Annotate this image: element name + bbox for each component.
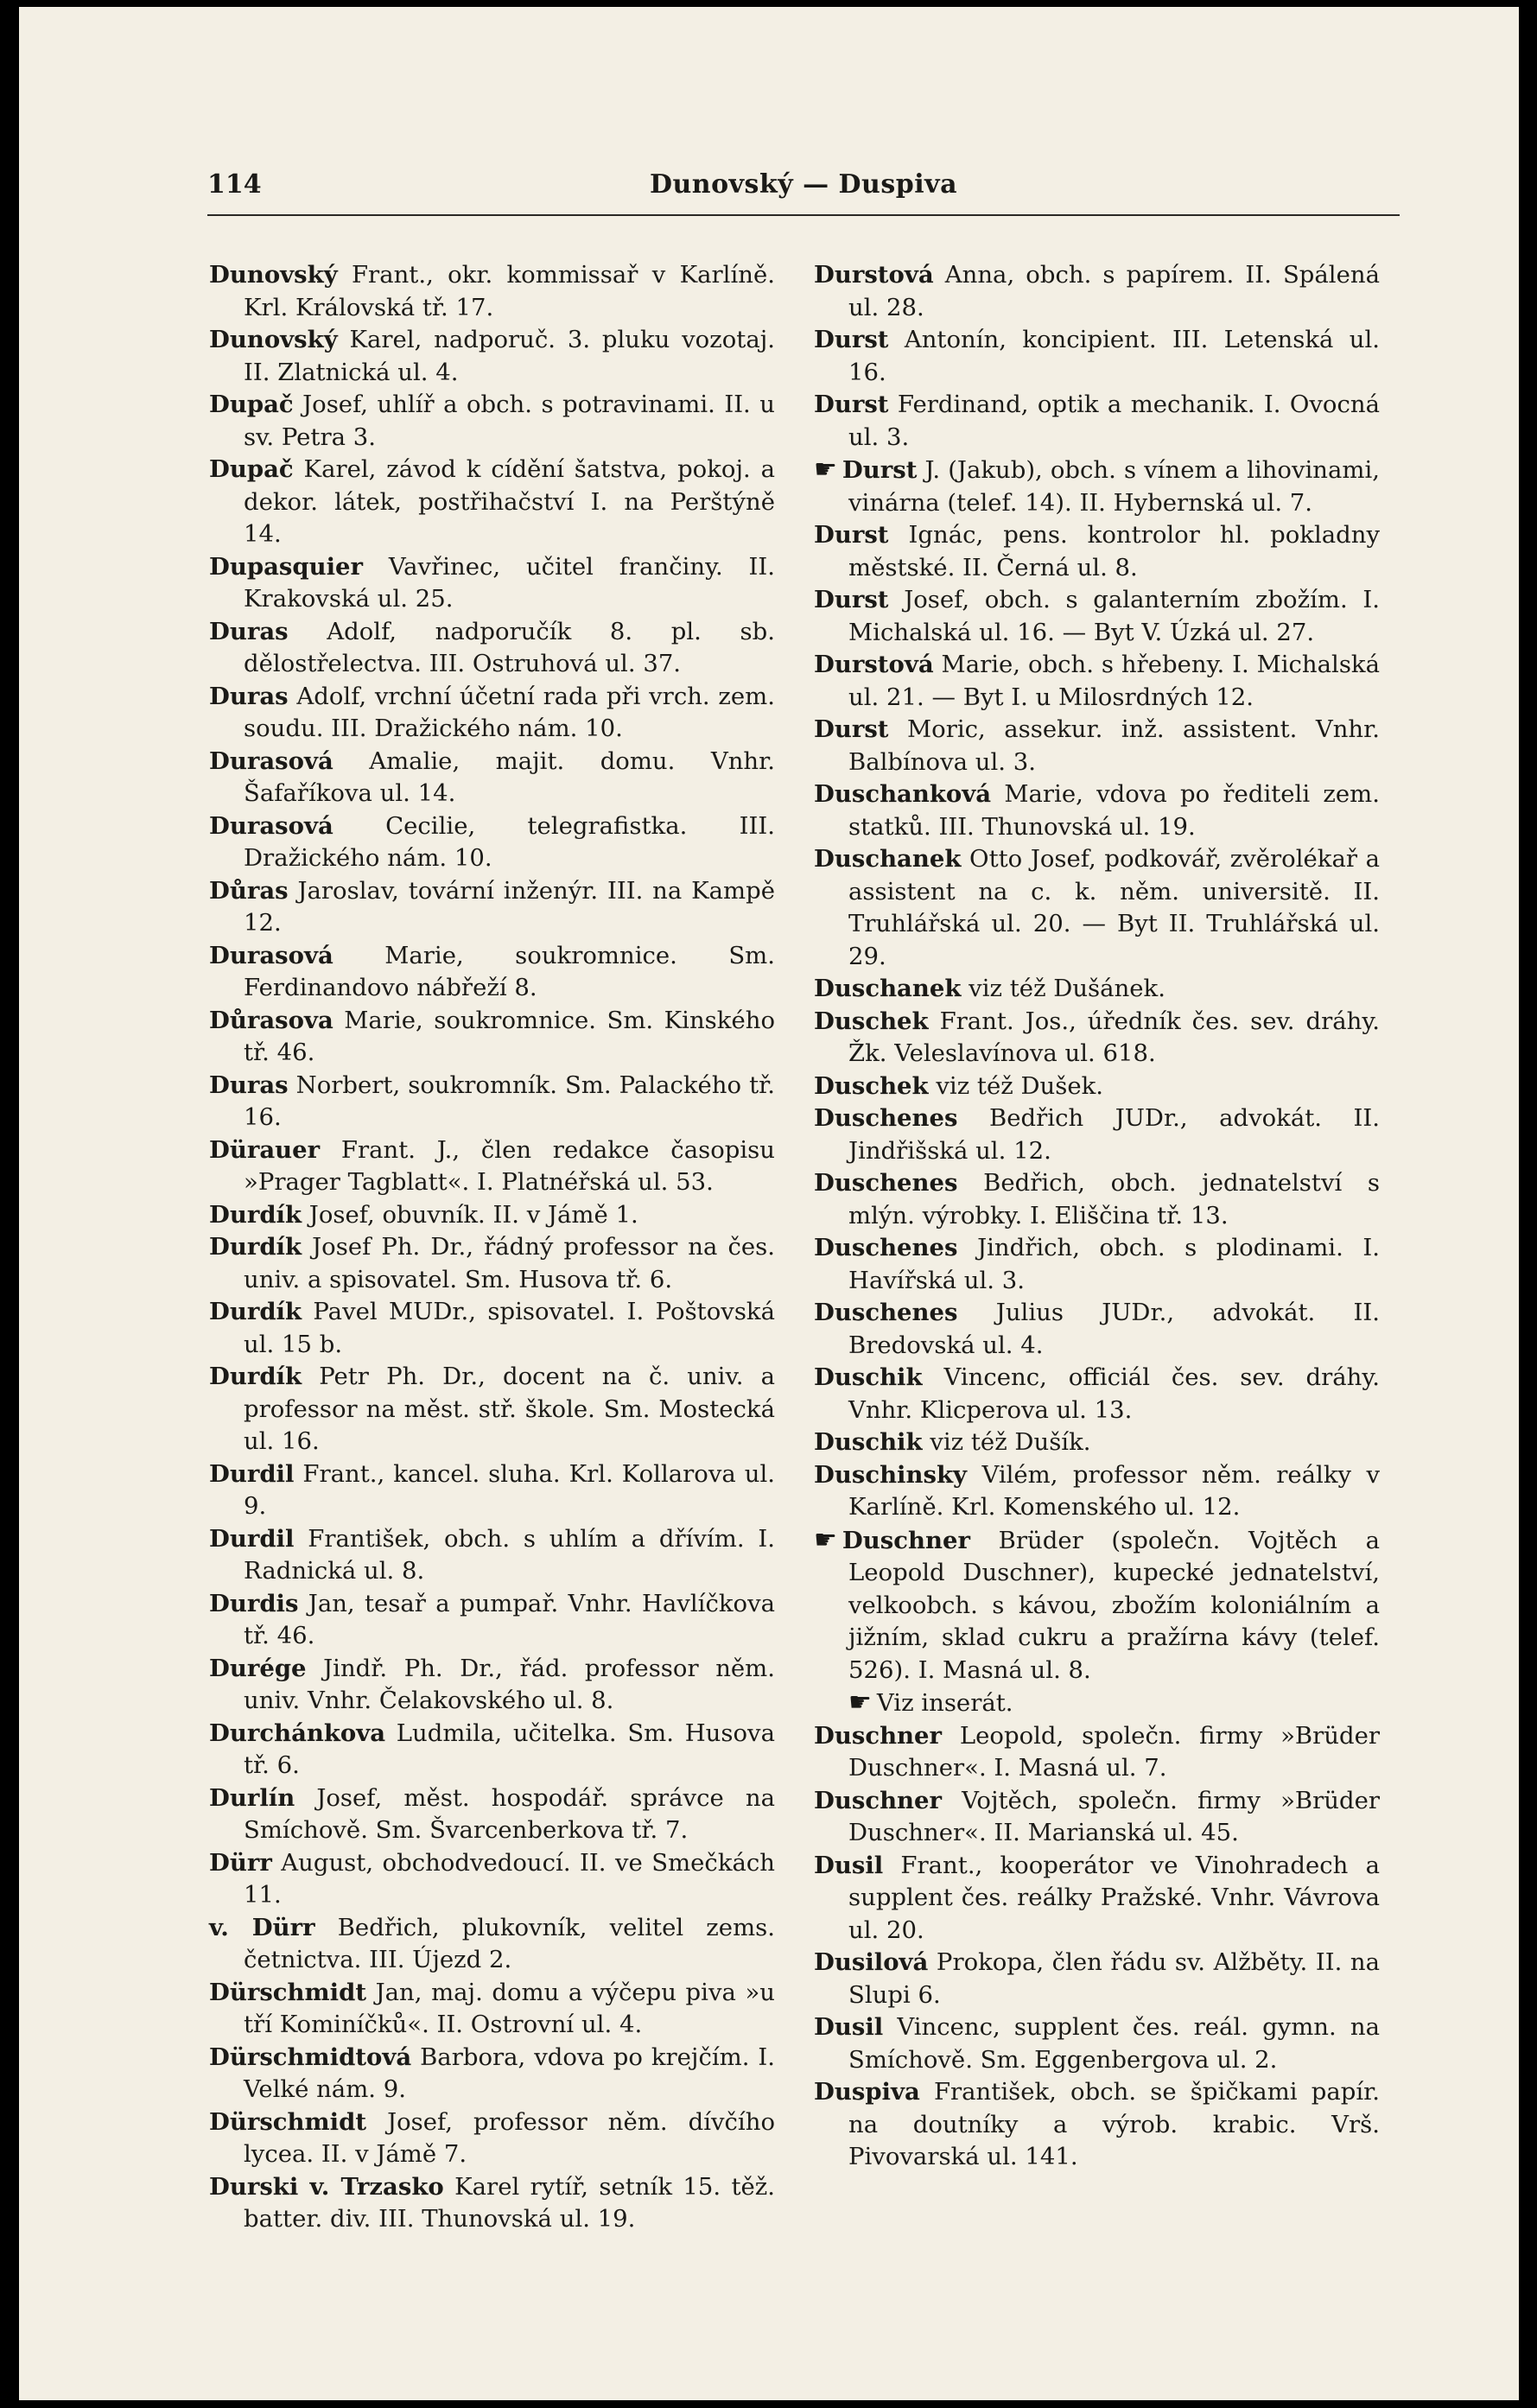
directory-entry — [814, 454, 1380, 519]
directory-entry — [814, 714, 1380, 778]
directory-entry — [209, 1231, 775, 1296]
right-column — [814, 259, 1380, 2174]
directory-entry — [814, 1102, 1380, 1167]
entry-name: Duras — [209, 1071, 289, 1099]
entry-details: Frant., okr. kommissař v Karlíně. Krl. Královská tř. 17. — [244, 261, 775, 321]
entry-details: Josef, uhlíř a obch. s potravinami. II. u sv. Petra 3. — [244, 391, 775, 451]
directory-entry — [814, 324, 1380, 389]
entry-details: Josef, professor něm. dívčího lycea. II. v Jámě 7. — [244, 2107, 775, 2168]
directory-entry — [814, 1167, 1380, 1232]
entry-details: Bedřich, obch. jednatelství s mlýn. výrobky. I. Eliščina tř. 13. — [848, 1169, 1380, 1229]
entry-name: Duschanková — [814, 780, 992, 808]
inserat-note — [814, 1687, 1380, 1720]
directory-entry — [814, 843, 1380, 973]
entry-details: Frant. Jos., úředník čes. sev. dráhy. Žk. Veleslavínova ul. 618. — [848, 1007, 1380, 1067]
entry-details: Josef, obch. s galanterním zbožím. I. Michalská ul. 16. — Byt V. Úzká ul. 27. — [848, 586, 1380, 646]
entry-details: Moric, assekur. inž. assistent. Vnhr. Balbínova ul. 3. — [848, 715, 1380, 776]
directory-entry — [209, 1847, 775, 1912]
entry-details: Otto Josef, podkovář, zvěrolékař a assistent na c. k. něm. universitě. II. Truhlářská ul. 20. — Byt II. Truhlářská ul. 29. — [848, 845, 1380, 970]
directory-entry — [209, 1296, 775, 1361]
entry-name: Durlín — [209, 1783, 295, 1812]
entry-name: Durasová — [209, 811, 333, 840]
entry-name: Durdík — [209, 1363, 302, 1390]
entry-name: Duschanek — [814, 975, 962, 1002]
directory-entry — [814, 649, 1380, 714]
entry-details: Ignác, pens. kontrolor hl. pokladny městské. II. Černá ul. 8. — [848, 521, 1380, 581]
directory-entry — [814, 519, 1380, 584]
entry-name: Durdis — [209, 1589, 299, 1617]
entry-details: Marie, soukromnice. Sm. Kinského tř. 46. — [244, 1006, 775, 1066]
pointing-hand-icon: ☛ — [848, 1687, 872, 1718]
entry-name: Durst — [842, 456, 918, 484]
directory-entry — [209, 1134, 775, 1199]
entry-details: Jaroslav, tovární inženýr. III. na Kampě 12. — [244, 876, 775, 937]
entry-details: Vojtěch, společn. firmy »Brüder Duschner«. II. Marianská ul. 45. — [848, 1786, 1380, 1846]
entry-details: Jan, maj. domu a výčepu piva »u tří Kominíčků«. II. Ostrovní ul. 4. — [244, 1978, 775, 2038]
entry-name: Důrasova — [209, 1006, 333, 1034]
entry-details: Amalie, majit. domu. Vnhr. Šafaříkova ul. 14. — [244, 747, 775, 807]
directory-entry — [209, 1588, 775, 1653]
entry-name: Durasová — [209, 941, 333, 969]
entry-details: Vilém, professor něm. reálky v Karlíně. Krl. Komenského ul. 12. — [848, 1460, 1380, 1521]
entry-details: Karel, závod k cídění šatstva, pokoj. a dekor. látek, postřihačství I. na Perštýně 14. — [244, 455, 775, 548]
entry-details: Marie, obch. s hřebeny. I. Michalská ul. 21. — Byt I. u Milosrdných 12. — [848, 651, 1380, 711]
directory-entry — [814, 1232, 1380, 1297]
directory-entry — [209, 616, 775, 681]
entry-name: v. Dürr — [209, 1913, 315, 1941]
entry-details: viz též Dušek. — [928, 1071, 1104, 1100]
entry-details: Adolf, vrchní účetní rada při vrch. zem. soudu. III. Dražického nám. 10. — [244, 682, 775, 742]
directory-entry — [814, 1947, 1380, 2011]
directory-entry — [814, 1426, 1380, 1459]
page-header — [207, 169, 1400, 207]
directory-entry — [814, 1297, 1380, 1362]
entry-name: Durst — [814, 586, 889, 613]
entry-details: Ludmila, učitelka. Sm. Husova tř. 6. — [244, 1719, 775, 1779]
directory-entry — [814, 1362, 1380, 1426]
pointing-hand-icon: ☛ — [814, 1524, 837, 1555]
entry-name: Dupač — [209, 455, 294, 483]
entry-name: Dupasquier — [209, 552, 364, 581]
entry-name: Duspiva — [814, 2078, 920, 2106]
entry-name: Dürschmidt — [209, 2107, 367, 2136]
entry-details: Leopold, společn. firmy »Brüder Duschner«. I. Masná ul. 7. — [848, 1721, 1380, 1782]
directory-entry — [209, 1458, 775, 1523]
entry-details: Adolf, nadporučík 8. pl. sb. dělostřelectva. III. Ostruhová ul. 37. — [244, 617, 775, 677]
entry-name: Durdík — [209, 1298, 302, 1325]
directory-entry — [814, 1524, 1380, 1687]
entry-name: Dunovský — [209, 261, 338, 289]
entry-details: Vincenc, officiál čes. sev. dráhy. Vnhr. Klicperova ul. 13. — [848, 1363, 1380, 1424]
entry-details: Cecilie, telegrafistka. III. Dražického nám. 10. — [244, 811, 775, 872]
entry-name: Duschner — [842, 1526, 970, 1554]
entry-details: Marie, vdova po řediteli zem. statků. III. Thunovská ul. 19. — [848, 780, 1380, 841]
entry-details: J. (Jakub), obch. s vínem a lihovinami, vinárna (telef. 14). II. Hybernská ul. 7. — [848, 456, 1380, 517]
entry-details: František, obch. se špičkami papír. na doutníky a výrob. krabic. Vrš. Pivovarská ul. 141. — [848, 2078, 1380, 2170]
entry-name: Durst — [814, 715, 889, 743]
entry-name: Dürschmidt — [209, 1978, 367, 2006]
directory-entry — [209, 1523, 775, 1588]
entry-details: Jindřich, obch. s plodinami. I. Havířská ul. 3. — [848, 1234, 1380, 1294]
directory-entry — [209, 2106, 775, 2171]
entry-details: Antonín, koncipient. III. Letenská ul. 16. — [848, 326, 1380, 386]
directory-entry — [814, 778, 1380, 843]
header-rule — [207, 214, 1400, 216]
directory-entry — [209, 2171, 775, 2236]
directory-entry — [209, 746, 775, 810]
entry-details: Karel rytíř, setník 15. těž. batter. div. III. Thunovská ul. 19. — [244, 2172, 775, 2233]
entry-name: Duschenes — [814, 1104, 958, 1132]
entry-name: Dürr — [209, 1848, 272, 1877]
directory-entry — [209, 324, 775, 389]
entry-details: Brüder (společn. Vojtěch a Leopold Duschner), kupecké jednatelství, velkoobch. s kávou, zbožím koloniálním a jižním, sklad cukru a pražírna kávy (telef. 526). I. Masná ul. 8. — [848, 1526, 1380, 1684]
entry-name: Duras — [209, 617, 289, 645]
directory-entry — [209, 1718, 775, 1782]
entry-name: Durdil — [209, 1524, 295, 1553]
entry-name: Duschenes — [814, 1234, 958, 1261]
directory-entry — [209, 454, 775, 551]
entry-details: Bedřich, plukovník, velitel zems. četnictva. III. Újezd 2. — [244, 1913, 775, 1973]
entry-details: Vincenc, supplent čes. reál. gymn. na Smíchově. Sm. Eggenbergova ul. 2. — [848, 2013, 1380, 2074]
entry-name: Duschner — [814, 1786, 943, 1814]
directory-entry — [209, 681, 775, 746]
entry-details: Marie, soukromnice. Sm. Ferdinandovo nábřeží 8. — [244, 941, 775, 1001]
entry-details: František, obch. s uhlím a dřívím. I. Radnická ul. 8. — [244, 1524, 775, 1585]
inserat-text: Viz inserát. — [876, 1689, 1013, 1717]
directory-entry — [209, 875, 775, 940]
entry-details: Jindř. Ph. Dr., řád. professor něm. univ. Vnhr. Čelakovského ul. 8. — [244, 1654, 775, 1714]
left-column — [209, 259, 775, 2236]
entry-name: Duschek — [814, 1071, 929, 1100]
entry-name: Durst — [814, 521, 889, 549]
entry-details: Pavel MUDr., spisovatel. I. Poštovská ul. 15 b. — [244, 1298, 775, 1358]
entry-details: viz též Dušík. — [922, 1428, 1091, 1456]
entry-details: Frant. J., člen redakce časopisu »Prager Tagblatt«. I. Platnéřská ul. 53. — [244, 1135, 775, 1196]
entry-name: Durasová — [209, 747, 333, 775]
pointing-hand-icon: ☛ — [814, 454, 837, 485]
entry-details: Barbora, vdova po krejčím. I. Velké nám. 9. — [244, 2043, 775, 2103]
directory-entry — [209, 389, 775, 454]
entry-details: Karel, nadporuč. 3. pluku vozotaj. II. Zlatnická ul. 4. — [244, 326, 775, 386]
entry-details: Norbert, soukromník. Sm. Palackého tř. 16. — [244, 1071, 775, 1131]
entry-name: Durdil — [209, 1459, 295, 1488]
entry-name: Dusil — [814, 1851, 884, 1879]
directory-entry — [814, 1850, 1380, 1947]
entry-name: Dürschmidtová — [209, 2043, 412, 2071]
directory-entry — [814, 1006, 1380, 1071]
directory-entry — [209, 551, 775, 616]
entry-details: Prokopa, člen řádu sv. Alžběty. II. na Slupi 6. — [848, 1948, 1380, 2009]
entry-details: Petr Ph. Dr., docent na č. univ. a professor na měst. stř. škole. Sm. Mostecká ul. 16. — [244, 1363, 775, 1455]
entry-name: Dürauer — [209, 1135, 321, 1164]
entry-name: Důras — [209, 876, 289, 905]
entry-details: August, obchodvedoucí. II. ve Smečkách 11. — [244, 1848, 775, 1909]
directory-entry — [209, 1199, 775, 1232]
directory-entry — [814, 389, 1380, 454]
directory-entry — [209, 810, 775, 875]
directory-entry — [814, 2011, 1380, 2076]
directory-entry — [814, 2076, 1380, 2174]
entry-name: Durdík — [209, 1200, 302, 1229]
directory-entry — [814, 1720, 1380, 1785]
directory-entry — [209, 1653, 775, 1718]
entry-name: Durdík — [209, 1233, 302, 1261]
entry-name: Durski v. Trzasko — [209, 2172, 444, 2201]
directory-page — [19, 7, 1519, 2400]
entry-details: Frant., kancel. sluha. Krl. Kollarova ul. 9. — [244, 1459, 775, 1520]
directory-entry — [209, 940, 775, 1005]
entry-name: Durchánkova — [209, 1719, 386, 1747]
entry-name: Durst — [814, 391, 889, 418]
entry-details: Anna, obch. s papírem. II. Spálená ul. 28. — [848, 261, 1380, 321]
entry-details: Frant., kooperátor ve Vinohradech a supplent čes. reálky Pražské. Vnhr. Vávrova ul. 20. — [848, 1851, 1380, 1944]
directory-entry — [209, 1782, 775, 1847]
entry-name: Duschanek — [814, 845, 962, 873]
directory-entry — [209, 1361, 775, 1458]
entry-name: Durst — [814, 326, 889, 353]
directory-entry — [209, 1005, 775, 1070]
entry-details: Josef, měst. hospodář. správce na Smíchově. Sm. Švarcenberkova tř. 7. — [244, 1783, 775, 1844]
entry-name: Duras — [209, 682, 289, 710]
entry-details: Jan, tesař a pumpař. Vnhr. Havlíčkova tř. 46. — [244, 1589, 775, 1649]
entry-details: Bedřich JUDr., advokát. II. Jindřišská ul. 12. — [848, 1104, 1380, 1165]
entry-name: Duschek — [814, 1007, 929, 1035]
directory-entry — [814, 584, 1380, 649]
directory-entry — [814, 1071, 1380, 1103]
entry-details: Josef, obuvník. II. v Jámě 1. — [302, 1200, 638, 1229]
directory-entry — [209, 1912, 775, 1977]
entry-name: Dusilová — [814, 1948, 929, 1976]
entry-name: Dusil — [814, 2013, 884, 2041]
directory-entry — [814, 1459, 1380, 1524]
directory-entry — [209, 1070, 775, 1134]
running-head: Dunovský — Duspiva — [649, 169, 958, 200]
entry-name: Duschik — [814, 1428, 923, 1456]
entry-name: Durstová — [814, 261, 934, 289]
entry-name: Dunovský — [209, 326, 338, 353]
entry-details: Ferdinand, optik a mechanik. I. Ovocná ul. 3. — [848, 391, 1380, 451]
entry-details: Julius JUDr., advokát. II. Bredovská ul. 4. — [848, 1299, 1380, 1359]
directory-entry — [209, 259, 775, 324]
entry-name: Duschenes — [814, 1299, 958, 1326]
entry-name: Duschenes — [814, 1169, 958, 1197]
entry-name: Duschik — [814, 1363, 923, 1391]
entry-details: Josef Ph. Dr., řádný professor na čes. univ. a spisovatel. Sm. Husova tř. 6. — [244, 1233, 775, 1293]
directory-entry — [209, 2042, 775, 2106]
entry-details: viz též Dušánek. — [961, 975, 1165, 1002]
page-number: 114 — [207, 169, 262, 200]
directory-entry — [814, 259, 1380, 324]
directory-entry — [814, 973, 1380, 1006]
directory-entry — [814, 1785, 1380, 1850]
entry-name: Dupač — [209, 391, 294, 418]
directory-entry — [209, 1977, 775, 2042]
entry-name: Duschinsky — [814, 1460, 968, 1489]
entry-details: Vavřinec, učitel frančiny. II. Krakovská ul. 25. — [244, 552, 775, 613]
entry-name: Durége — [209, 1654, 307, 1682]
entry-name: Durstová — [814, 651, 934, 678]
entry-name: Duschner — [814, 1721, 943, 1750]
